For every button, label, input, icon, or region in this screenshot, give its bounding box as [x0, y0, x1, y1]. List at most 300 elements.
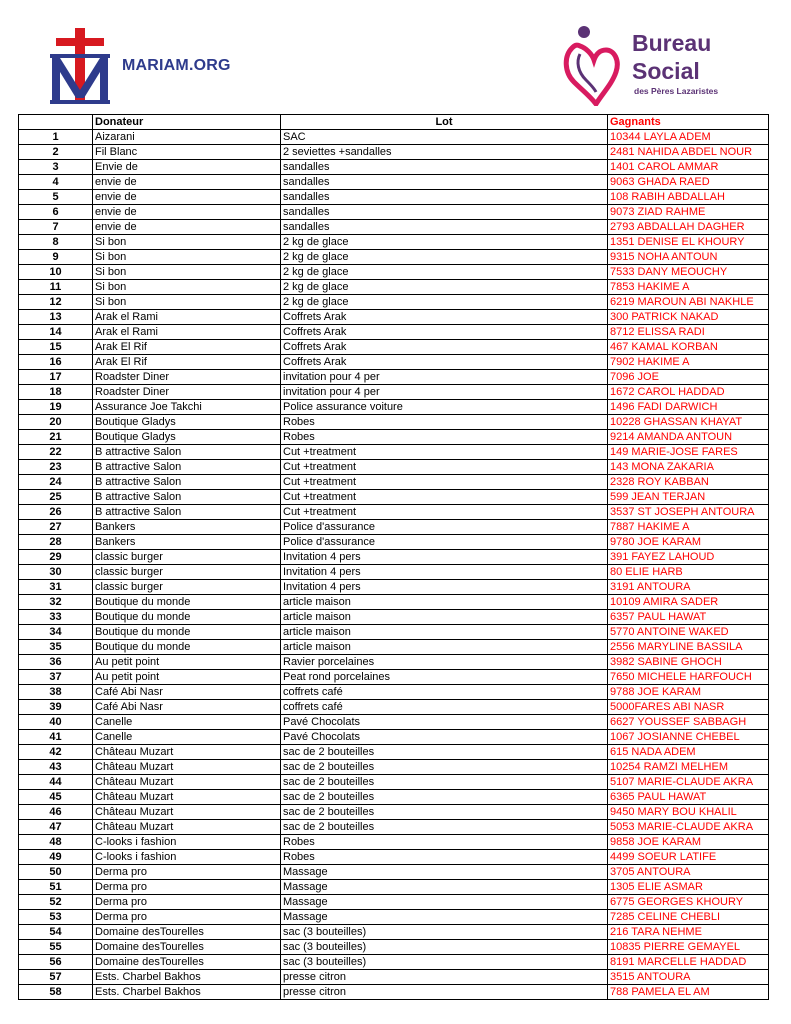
gagnant-cell: 1401 CAROL AMMAR	[608, 160, 769, 175]
row-number: 56	[19, 955, 93, 970]
lot-cell: Police d'assurance	[281, 535, 608, 550]
donateur-cell: envie de	[93, 220, 281, 235]
table-row	[19, 760, 769, 775]
gagnant-cell: 5107 MARIE-CLAUDE AKRA	[608, 775, 769, 790]
row-number: 54	[19, 925, 93, 940]
table-row	[19, 550, 769, 565]
donateur-cell: Château Muzart	[93, 790, 281, 805]
row-number: 23	[19, 460, 93, 475]
gagnant-cell: 143 MONA ZAKARIA	[608, 460, 769, 475]
row-number: 58	[19, 985, 93, 1000]
bureau-social-logo	[562, 24, 622, 106]
row-number: 25	[19, 490, 93, 505]
donateur-cell: Assurance Joe Takchi	[93, 400, 281, 415]
gagnant-cell: 6365 PAUL HAWAT	[608, 790, 769, 805]
lot-cell: invitation pour 4 per	[281, 370, 608, 385]
table-body	[19, 130, 769, 1000]
gagnant-cell: 7902 HAKIME A	[608, 355, 769, 370]
table-row	[19, 805, 769, 820]
donateur-cell: Café Abi Nasr	[93, 685, 281, 700]
donateur-cell: Au petit point	[93, 670, 281, 685]
lazaristes-subtitle: des Pères Lazaristes	[634, 86, 719, 96]
lot-cell: Coffrets Arak	[281, 340, 608, 355]
donateur-cell: Boutique Gladys	[93, 415, 281, 430]
table-row	[19, 985, 769, 1000]
header-donateur: Donateur	[93, 115, 281, 130]
row-number: 16	[19, 355, 93, 370]
row-number: 30	[19, 565, 93, 580]
table-row	[19, 730, 769, 745]
table-row	[19, 955, 769, 970]
donateur-cell: classic burger	[93, 580, 281, 595]
cross-m-logo-icon	[48, 28, 112, 106]
donateur-cell: Boutique du monde	[93, 640, 281, 655]
row-number: 13	[19, 310, 93, 325]
row-number: 55	[19, 940, 93, 955]
lot-cell: Massage	[281, 910, 608, 925]
lot-cell: 2 kg de glace	[281, 265, 608, 280]
lot-cell: Pavé Chocolats	[281, 715, 608, 730]
gagnant-cell: 108 RABIH ABDALLAH	[608, 190, 769, 205]
lot-cell: article maison	[281, 625, 608, 640]
bureau-title: Bureau	[632, 30, 712, 56]
table-row	[19, 385, 769, 400]
table-row	[19, 820, 769, 835]
table-row	[19, 220, 769, 235]
donateur-cell: Domaine desTourelles	[93, 940, 281, 955]
table-row	[19, 790, 769, 805]
table-row	[19, 565, 769, 580]
gagnant-cell: 1496 FADI DARWICH	[608, 400, 769, 415]
gagnant-cell: 4499 SOEUR LATIFE	[608, 850, 769, 865]
lot-cell: 2 kg de glace	[281, 235, 608, 250]
lot-cell: sac (3 bouteilles)	[281, 925, 608, 940]
lot-cell: Robes	[281, 430, 608, 445]
row-number: 32	[19, 595, 93, 610]
lot-cell: Invitation 4 pers	[281, 565, 608, 580]
donateur-cell: Arak El Rif	[93, 355, 281, 370]
row-number: 8	[19, 235, 93, 250]
gagnant-cell: 3515 ANTOURA	[608, 970, 769, 985]
row-number: 51	[19, 880, 93, 895]
donateur-cell: Canelle	[93, 730, 281, 745]
gagnant-cell: 615 NADA ADEM	[608, 745, 769, 760]
row-number: 24	[19, 475, 93, 490]
row-number: 41	[19, 730, 93, 745]
table-row	[19, 715, 769, 730]
donateur-cell: B attractive Salon	[93, 460, 281, 475]
lot-cell: Police assurance voiture	[281, 400, 608, 415]
row-number: 42	[19, 745, 93, 760]
gagnant-cell: 7285 CELINE CHEBLI	[608, 910, 769, 925]
row-number: 40	[19, 715, 93, 730]
lot-cell: Cut +treatment	[281, 460, 608, 475]
lot-cell: Cut +treatment	[281, 475, 608, 490]
table-row	[19, 595, 769, 610]
lot-cell: Police d'assurance	[281, 520, 608, 535]
gagnant-cell: 6219 MAROUN ABI NAKHLE	[608, 295, 769, 310]
gagnant-cell: 6627 YOUSSEF SABBAGH	[608, 715, 769, 730]
gagnant-cell: 3191 ANTOURA	[608, 580, 769, 595]
donateur-cell: C-looks i fashion	[93, 835, 281, 850]
table-row	[19, 580, 769, 595]
donateur-cell: Canelle	[93, 715, 281, 730]
lot-cell: Cut +treatment	[281, 490, 608, 505]
lot-cell: sac de 2 bouteilles	[281, 820, 608, 835]
row-number: 46	[19, 805, 93, 820]
table-row	[19, 280, 769, 295]
gagnant-cell: 3705 ANTOURA	[608, 865, 769, 880]
gagnant-cell: 8191 MARCELLE HADDAD	[608, 955, 769, 970]
gagnant-cell: 80 ELIE HARB	[608, 565, 769, 580]
donateur-cell: Domaine desTourelles	[93, 955, 281, 970]
lot-cell: Robes	[281, 835, 608, 850]
donateur-cell: envie de	[93, 205, 281, 220]
row-number: 21	[19, 430, 93, 445]
lot-cell: sandalles	[281, 160, 608, 175]
table-row	[19, 160, 769, 175]
row-number: 6	[19, 205, 93, 220]
gagnant-cell: 300 PATRICK NAKAD	[608, 310, 769, 325]
gagnant-cell: 2328 ROY KABBAN	[608, 475, 769, 490]
donateur-cell: Château Muzart	[93, 805, 281, 820]
gagnant-cell: 10228 GHASSAN KHAYAT	[608, 415, 769, 430]
table-row	[19, 265, 769, 280]
gagnant-cell: 9858 JOE KARAM	[608, 835, 769, 850]
row-number: 34	[19, 625, 93, 640]
table-row	[19, 865, 769, 880]
lot-cell: sandalles	[281, 175, 608, 190]
row-number: 37	[19, 670, 93, 685]
gagnant-cell: 9063 GHADA RAED	[608, 175, 769, 190]
row-number: 4	[19, 175, 93, 190]
donateur-cell: Si bon	[93, 250, 281, 265]
gagnant-cell: 6357 PAUL HAWAT	[608, 610, 769, 625]
gagnant-cell: 10835 PIERRE GEMAYEL	[608, 940, 769, 955]
donateur-cell: envie de	[93, 175, 281, 190]
row-number: 31	[19, 580, 93, 595]
donateur-cell: Arak el Rami	[93, 310, 281, 325]
donateur-cell: Château Muzart	[93, 760, 281, 775]
row-number: 36	[19, 655, 93, 670]
lot-cell: sac (3 bouteilles)	[281, 940, 608, 955]
lot-cell: SAC	[281, 130, 608, 145]
donateur-cell: Au petit point	[93, 655, 281, 670]
donateur-cell: Boutique Gladys	[93, 430, 281, 445]
row-number: 9	[19, 250, 93, 265]
gagnant-cell: 7650 MICHELE HARFOUCH	[608, 670, 769, 685]
table-row	[19, 235, 769, 250]
donateur-cell: Aizarani	[93, 130, 281, 145]
donateur-cell: Derma pro	[93, 880, 281, 895]
row-number: 43	[19, 760, 93, 775]
row-number: 1	[19, 130, 93, 145]
gagnant-cell: 391 FAYEZ LAHOUD	[608, 550, 769, 565]
gagnant-cell: 10254 RAMZI MELHEM	[608, 760, 769, 775]
donateur-cell: Arak El Rif	[93, 340, 281, 355]
gagnant-cell: 9315 NOHA ANTOUN	[608, 250, 769, 265]
table-row	[19, 355, 769, 370]
table-row	[19, 145, 769, 160]
lot-cell: sac (3 bouteilles)	[281, 955, 608, 970]
lot-cell: coffrets café	[281, 685, 608, 700]
lot-cell: 2 seviettes +sandalles	[281, 145, 608, 160]
row-number: 2	[19, 145, 93, 160]
lot-cell: coffrets café	[281, 700, 608, 715]
donateur-cell: Fil Blanc	[93, 145, 281, 160]
donateur-cell: Bankers	[93, 535, 281, 550]
header-gagnants: Gagnants	[608, 115, 769, 130]
gagnant-cell: 6775 GEORGES KHOURY	[608, 895, 769, 910]
table-row	[19, 490, 769, 505]
row-number: 5	[19, 190, 93, 205]
gagnant-cell: 2793 ABDALLAH DAGHER	[608, 220, 769, 235]
row-number: 11	[19, 280, 93, 295]
lot-cell: 2 kg de glace	[281, 280, 608, 295]
row-number: 47	[19, 820, 93, 835]
table-row	[19, 775, 769, 790]
row-number: 27	[19, 520, 93, 535]
lot-cell: Robes	[281, 850, 608, 865]
lot-cell: sac de 2 bouteilles	[281, 805, 608, 820]
donateur-cell: Bankers	[93, 520, 281, 535]
row-number: 10	[19, 265, 93, 280]
lot-cell: presse citron	[281, 985, 608, 1000]
table-header-row	[19, 115, 769, 130]
gagnant-cell: 1305 ELIE ASMAR	[608, 880, 769, 895]
table-row	[19, 685, 769, 700]
gagnant-cell: 149 MARIE-JOSE FARES	[608, 445, 769, 460]
table-row	[19, 670, 769, 685]
gagnant-cell: 7853 HAKIME A	[608, 280, 769, 295]
gagnant-cell: 8712 ELISSA RADI	[608, 325, 769, 340]
row-number: 39	[19, 700, 93, 715]
donateur-cell: Derma pro	[93, 895, 281, 910]
lot-cell: Ravier porcelaines	[281, 655, 608, 670]
table-row	[19, 625, 769, 640]
gagnant-cell: 5770 ANTOINE WAKED	[608, 625, 769, 640]
lot-cell: article maison	[281, 610, 608, 625]
table-row	[19, 205, 769, 220]
table-row	[19, 925, 769, 940]
row-number: 38	[19, 685, 93, 700]
donateur-cell: B attractive Salon	[93, 445, 281, 460]
gagnant-cell: 7887 HAKIME A	[608, 520, 769, 535]
table-row	[19, 430, 769, 445]
table-row	[19, 655, 769, 670]
lot-cell: Pavé Chocolats	[281, 730, 608, 745]
lot-cell: invitation pour 4 per	[281, 385, 608, 400]
table-row	[19, 745, 769, 760]
row-number: 48	[19, 835, 93, 850]
row-number: 49	[19, 850, 93, 865]
lot-cell: Cut +treatment	[281, 445, 608, 460]
row-number: 35	[19, 640, 93, 655]
gagnant-cell: 3982 SABINE GHOCH	[608, 655, 769, 670]
row-number: 12	[19, 295, 93, 310]
table-row	[19, 250, 769, 265]
table-row	[19, 970, 769, 985]
table-row	[19, 610, 769, 625]
row-number: 57	[19, 970, 93, 985]
lot-cell: Coffrets Arak	[281, 310, 608, 325]
gagnant-cell: 2481 NAHIDA ABDEL NOUR	[608, 145, 769, 160]
row-number: 7	[19, 220, 93, 235]
donateur-cell: Boutique du monde	[93, 625, 281, 640]
row-number: 22	[19, 445, 93, 460]
table-row	[19, 340, 769, 355]
gagnant-cell: 1351 DENISE EL KHOURY	[608, 235, 769, 250]
row-number: 44	[19, 775, 93, 790]
row-number: 20	[19, 415, 93, 430]
row-number: 28	[19, 535, 93, 550]
row-number: 3	[19, 160, 93, 175]
lot-cell: sac de 2 bouteilles	[281, 745, 608, 760]
table-row	[19, 520, 769, 535]
lot-cell: Massage	[281, 895, 608, 910]
lot-cell: Massage	[281, 880, 608, 895]
donateur-cell: Arak el Rami	[93, 325, 281, 340]
donateur-cell: Château Muzart	[93, 775, 281, 790]
table-row	[19, 880, 769, 895]
mariam-org-title: MARIAM.ORG	[122, 57, 231, 74]
lot-cell: Robes	[281, 415, 608, 430]
gagnant-cell: 10344 LAYLA ADEM	[608, 130, 769, 145]
donateur-cell: Domaine desTourelles	[93, 925, 281, 940]
lot-cell: Coffrets Arak	[281, 325, 608, 340]
table-row	[19, 130, 769, 145]
gagnant-cell: 1672 CAROL HADDAD	[608, 385, 769, 400]
row-number: 50	[19, 865, 93, 880]
gagnant-cell: 1067 JOSIANNE CHEBEL	[608, 730, 769, 745]
gagnant-cell: 2556 MARYLINE BASSILA	[608, 640, 769, 655]
lot-cell: sandalles	[281, 205, 608, 220]
donateur-cell: Ests. Charbel Bakhos	[93, 985, 281, 1000]
lot-cell: Massage	[281, 865, 608, 880]
donateur-cell: classic burger	[93, 565, 281, 580]
donateur-cell: envie de	[93, 190, 281, 205]
donateur-cell: Envie de	[93, 160, 281, 175]
lot-cell: 2 kg de glace	[281, 295, 608, 310]
table-row	[19, 640, 769, 655]
donateur-cell: Derma pro	[93, 865, 281, 880]
row-number: 17	[19, 370, 93, 385]
lot-cell: sac de 2 bouteilles	[281, 790, 608, 805]
donateur-cell: Boutique du monde	[93, 610, 281, 625]
row-number: 19	[19, 400, 93, 415]
gagnant-cell: 599 JEAN TERJAN	[608, 490, 769, 505]
table-row	[19, 940, 769, 955]
table-row	[19, 895, 769, 910]
lot-cell: Invitation 4 pers	[281, 580, 608, 595]
row-number: 52	[19, 895, 93, 910]
donateur-cell: B attractive Salon	[93, 505, 281, 520]
row-number: 18	[19, 385, 93, 400]
table-row	[19, 415, 769, 430]
gagnant-cell: 9788 JOE KARAM	[608, 685, 769, 700]
donateur-cell: B attractive Salon	[93, 490, 281, 505]
mariam-logo	[48, 28, 112, 106]
gagnant-cell: 3537 ST JOSEPH ANTOURA	[608, 505, 769, 520]
donateur-cell: Si bon	[93, 265, 281, 280]
table-row	[19, 835, 769, 850]
lot-cell: presse citron	[281, 970, 608, 985]
row-number: 14	[19, 325, 93, 340]
table-row	[19, 190, 769, 205]
gagnant-cell: 788 PAMELA EL AM	[608, 985, 769, 1000]
row-number: 33	[19, 610, 93, 625]
row-number: 45	[19, 790, 93, 805]
donateur-cell: Si bon	[93, 280, 281, 295]
table-row	[19, 535, 769, 550]
table-row	[19, 445, 769, 460]
lot-cell: sandalles	[281, 190, 608, 205]
row-number: 15	[19, 340, 93, 355]
table-row	[19, 700, 769, 715]
lot-cell: Coffrets Arak	[281, 355, 608, 370]
gagnant-cell: 9214 AMANDA ANTOUN	[608, 430, 769, 445]
table-row	[19, 850, 769, 865]
table-row	[19, 175, 769, 190]
gagnant-cell: 9073 ZIAD RAHME	[608, 205, 769, 220]
table-row	[19, 325, 769, 340]
donateur-cell: Ests. Charbel Bakhos	[93, 970, 281, 985]
row-number: 29	[19, 550, 93, 565]
donateur-cell: B attractive Salon	[93, 475, 281, 490]
table-row	[19, 505, 769, 520]
gagnant-cell: 216 TARA NEHME	[608, 925, 769, 940]
lot-cell: Peat rond porcelaines	[281, 670, 608, 685]
table-row	[19, 400, 769, 415]
lot-cell: article maison	[281, 595, 608, 610]
donateur-cell: Derma pro	[93, 910, 281, 925]
table-row	[19, 295, 769, 310]
lot-cell: sac de 2 bouteilles	[281, 760, 608, 775]
gagnant-cell: 9780 JOE KARAM	[608, 535, 769, 550]
gagnant-cell: 7533 DANY MEOUCHY	[608, 265, 769, 280]
header-lot: Lot	[281, 115, 608, 130]
donateur-cell: Roadster Diner	[93, 385, 281, 400]
donateur-cell: Si bon	[93, 295, 281, 310]
lot-cell: Invitation 4 pers	[281, 550, 608, 565]
heart-logo-icon	[562, 24, 622, 106]
table-row	[19, 310, 769, 325]
donateur-cell: Château Muzart	[93, 745, 281, 760]
table-row	[19, 475, 769, 490]
donateur-cell: Roadster Diner	[93, 370, 281, 385]
table-row	[19, 460, 769, 475]
donateur-cell: C-looks i fashion	[93, 850, 281, 865]
gagnant-cell: 467 KAMAL KORBAN	[608, 340, 769, 355]
lot-cell: Cut +treatment	[281, 505, 608, 520]
lot-cell: sandalles	[281, 220, 608, 235]
row-number: 53	[19, 910, 93, 925]
donateur-cell: Château Muzart	[93, 820, 281, 835]
gagnant-cell: 10109 AMIRA SADER	[608, 595, 769, 610]
header-num	[19, 115, 93, 130]
table-row	[19, 370, 769, 385]
gagnant-cell: 7096 JOE	[608, 370, 769, 385]
lot-cell: 2 kg de glace	[281, 250, 608, 265]
donateur-cell: classic burger	[93, 550, 281, 565]
donateur-cell: Si bon	[93, 235, 281, 250]
gagnant-cell: 5053 MARIE-CLAUDE AKRA	[608, 820, 769, 835]
social-title: Social	[632, 58, 700, 84]
donateur-cell: Boutique du monde	[93, 595, 281, 610]
row-number: 26	[19, 505, 93, 520]
table-row	[19, 910, 769, 925]
donateur-cell: Café Abi Nasr	[93, 700, 281, 715]
